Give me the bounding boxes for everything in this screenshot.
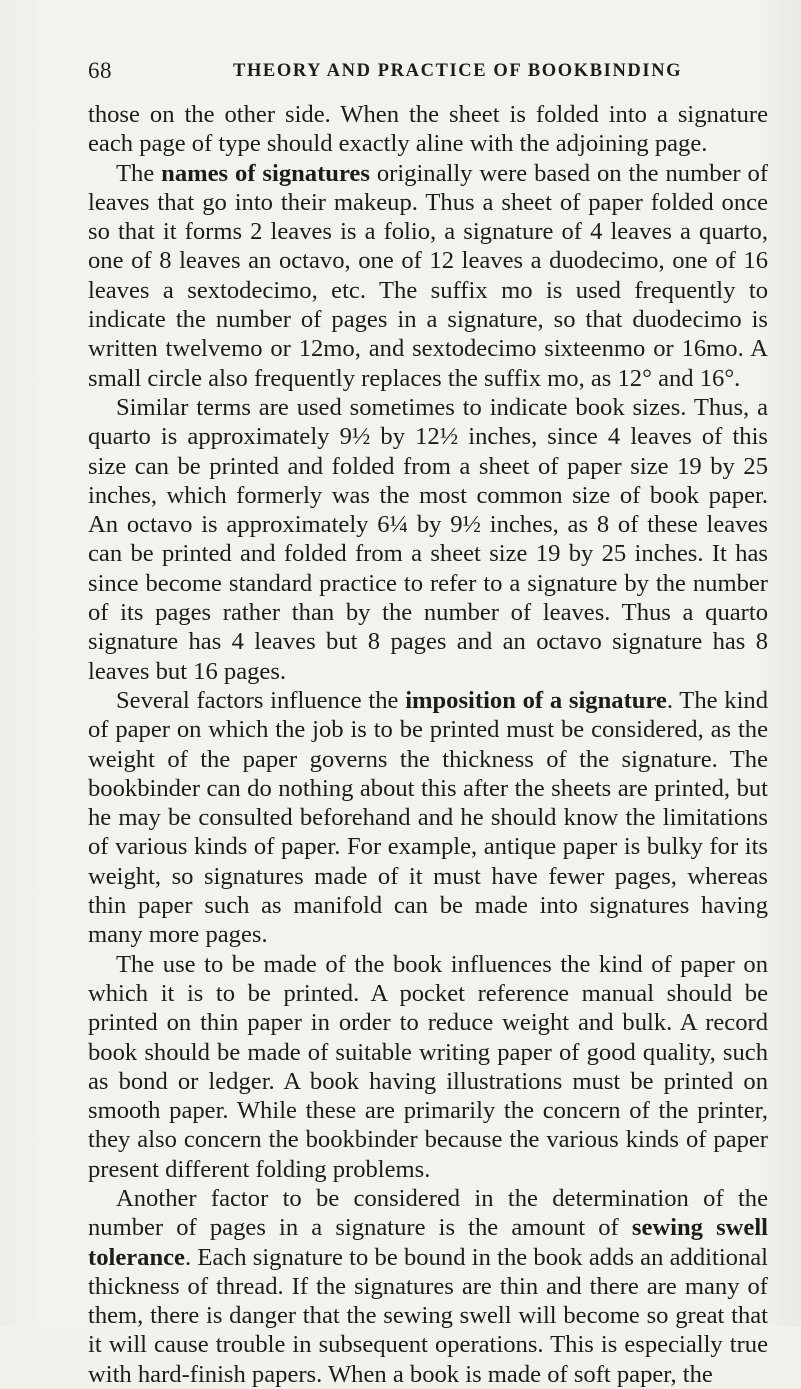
page-header bbox=[88, 58, 768, 88]
paragraph-4 bbox=[88, 686, 768, 950]
paragraph-3-text: Similar terms are used sometimes to indicate book sizes. Thus, a quarto is approximately 9½ by 12½ inches, since 4 leaves of this size can be printed and folded from a sheet of paper size 19 by 25 inches, which formerly was the most common size of book paper. An octavo is approximately 6¼ by 9½ inches, as 8 of these leaves can be printed and folded from a sheet size 19 by 25 inches. It has since become standard practice to refer to a signature by the number of its pages rather than by the number of leaves. Thus a quarto signature has 4 leaves but 8 pages and an octavo signature has 8 leaves but 16 pages. bbox=[88, 393, 768, 685]
paragraph-5 bbox=[88, 950, 768, 1184]
body-text bbox=[88, 100, 768, 1389]
page-number: 68 bbox=[88, 58, 112, 83]
paragraph-2-text: originally were based on the number of leaves that go into their makeup. Thus a sheet of paper folded once so that it forms 2 leaves is a folio, a signature of 4 leaves a quarto, one of 8 leaves an octavo, one of 12 leaves a duodecimo, one of 16 leaves a sextodecimo, etc. The suffix mo is used frequently to indicate the number of pages in a signature, so that duodecimo is written twelvemo or 12mo, and sextodecimo sixteenmo or 16mo. A small circle also frequently replaces the suffix mo, as 12° and 16°. bbox=[88, 159, 769, 392]
paragraph-6 bbox=[88, 1184, 768, 1389]
paragraph-6-text: . Each signature to be bound in the book adds an additional thickness of thread. If the signatures are thin and there are many of them, there is danger that the sewing swell will become so great that it will cause trouble in subsequent operations. This is especially true with hard-finish papers. When a book is made of soft paper, the bbox=[88, 1243, 768, 1388]
paragraph-1-text: those on the other side. When the sheet is folded into a signature each page of type should exactly aline with the adjoining page. bbox=[88, 101, 768, 158]
paragraph-4-lead: Several factors influence the bbox=[116, 686, 406, 714]
paragraph-2 bbox=[88, 159, 768, 393]
paragraph-4-term: imposition of a signature bbox=[405, 686, 667, 714]
paragraph-4-text: . The kind of paper on which the job is to be printed must be considered, as the weight of the paper governs the thickness of the signature. The bookbinder can do nothing about this after the sheets are printed, but he may be consulted beforehand and he should know the limitations of various kinds of paper. For example, antique paper is bulky for its weight, so signatures made of it must have fewer pages, whereas thin paper such as manifold can be made into signatures having many more pages. bbox=[88, 686, 768, 949]
paragraph-6-term: sewing swell tolerance bbox=[88, 1214, 768, 1271]
paragraph-2-term: names of signatures bbox=[161, 159, 370, 187]
running-head: THEORY AND PRACTICE OF BOOKBINDING bbox=[233, 61, 683, 81]
paragraph-6-lead: Another factor to be considered in the determination of the number of pages in a signature is the amount of bbox=[88, 1184, 768, 1242]
paragraph-5-text: The use to be made of the book influences the kind of paper on which it is to be printed. A pocket reference manual should be printed on thin paper in order to reduce weight and bulk. A record book should be made of suitable writing paper of good quality, such as bond or ledger. A book having illustrations must be printed on smooth paper. While these are primarily the concern of the printer, they also concern the bookbinder because the various kinds of paper present different folding problems. bbox=[88, 950, 768, 1183]
paragraph-2-lead: The bbox=[116, 159, 162, 187]
paragraph-1 bbox=[88, 100, 768, 159]
paragraph-3 bbox=[88, 393, 768, 686]
